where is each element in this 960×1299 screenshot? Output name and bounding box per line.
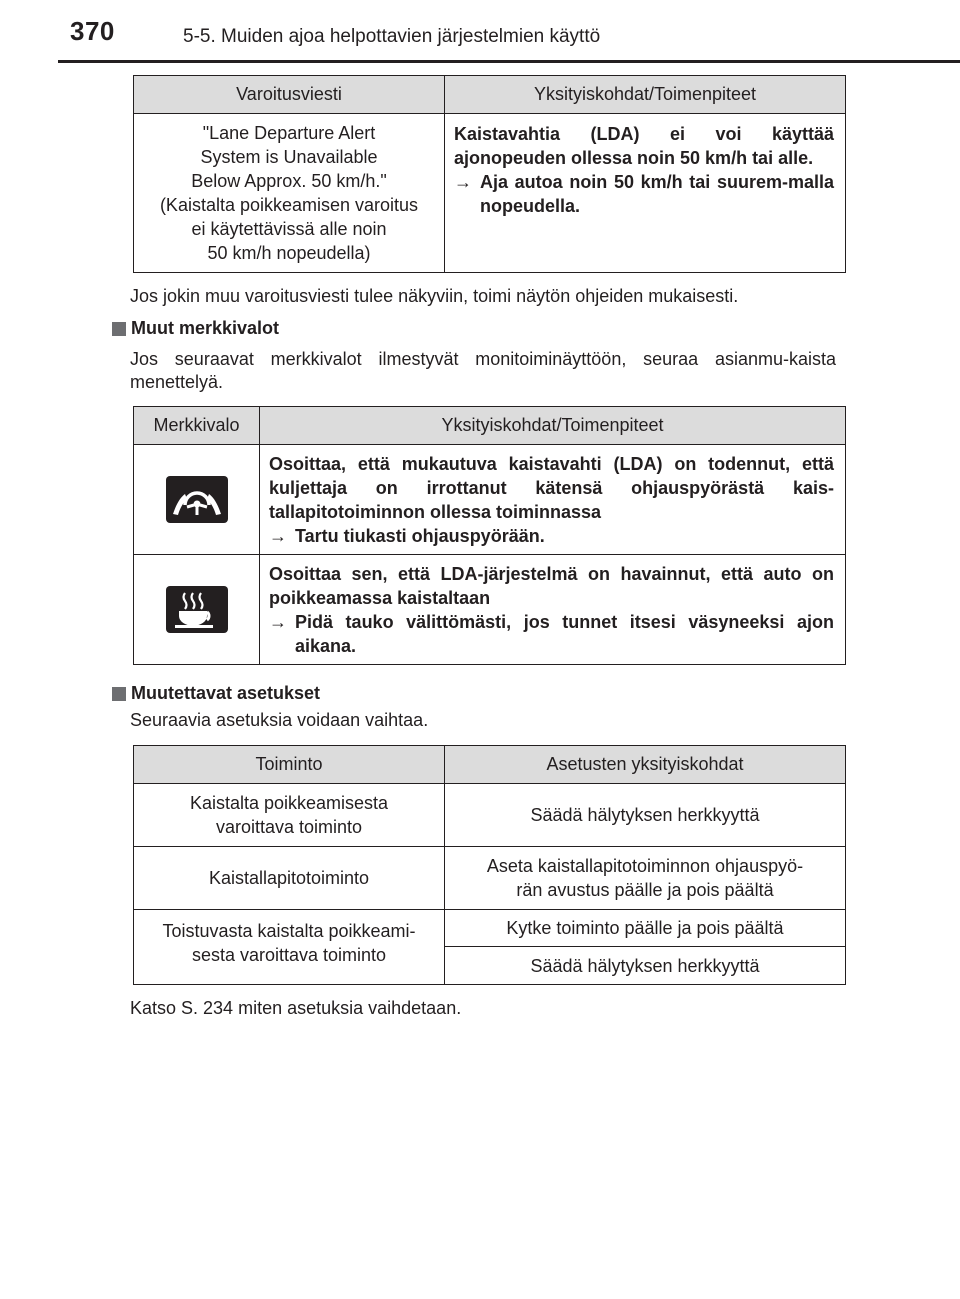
warning-detail-cell: [445, 114, 846, 273]
setting-line: Aseta kaistallapitotoiminnon ohjauspyö-: [486, 856, 804, 876]
indicator-table: [133, 406, 846, 665]
square-bullet-icon: [112, 322, 126, 336]
indicator-icon-cell: [134, 445, 260, 555]
indicator-detail-cell: [260, 445, 846, 555]
action-row: [269, 610, 834, 658]
indicator-icon-cell: [134, 555, 260, 665]
settings-table: [133, 745, 846, 985]
arrow-icon: →: [454, 172, 472, 192]
function-line: sesta varoittava toiminto: [191, 945, 387, 965]
settings-heading: [112, 683, 320, 704]
message-line: 50 km/h nopeudella): [207, 243, 371, 263]
indicator-detail-cell: [260, 555, 846, 665]
other-message-note: Jos jokin muu varoitusviesti tulee näkyviin, toimi näytön ohjeiden mukaisesti.: [130, 286, 739, 306]
message-line: (Kaistalta poikkeamisen varoitus: [159, 195, 419, 215]
function-cell: [134, 784, 445, 847]
message-line: ei käytettävissä alle noin: [191, 219, 387, 239]
table-row: [134, 910, 846, 947]
setting-line: rän avustus päälle ja pois päältä: [516, 880, 774, 900]
setting-detail-cell: Säädä hälytyksen herkkyyttä: [445, 784, 846, 847]
hands-off-steering-wheel-icon: [166, 476, 228, 523]
setting-detail-cell: Kytke toiminto päälle ja pois päältä: [445, 910, 846, 947]
col-header-function: Toiminto: [134, 746, 445, 784]
message-line: "Lane Departure Alert: [202, 123, 376, 143]
action-row: [269, 524, 834, 548]
warning-message-cell: [134, 114, 445, 273]
table-row: [134, 445, 846, 555]
function-cell: [134, 910, 445, 985]
arrow-icon: →: [269, 525, 287, 546]
section-title: 5-5. Muiden ajoa helpottavien järjestelmien käyttö: [183, 26, 601, 47]
warning-detail: Kaistavahtia (LDA) ei voi käyttää ajonopeuden ollessa noin 50 km/h tai alle.: [454, 124, 834, 168]
header-rule: [58, 60, 960, 63]
indicators-heading-text: Muut merkkivalot: [131, 318, 280, 338]
message-line: System is Unavailable: [200, 147, 378, 167]
indicator-action: Pidä tauko välittömästi, jos tunnet itsesi väsyneeksi ajon aikana.: [295, 611, 834, 656]
settings-intro: Seuraavia asetuksia voidaan vaihtaa.: [130, 710, 429, 730]
function-line: Toistuvasta kaistalta poikkeami-: [162, 921, 416, 941]
arrow-icon: →: [269, 611, 287, 632]
col-header-settings: Asetusten yksityiskohdat: [445, 746, 846, 784]
indicator-detail: Osoittaa sen, että LDA-järjestelmä on havainnut, että auto on poikkeamassa kaistaltaan: [269, 563, 834, 608]
page-number: 370: [70, 16, 115, 46]
message-line: Below Approx. 50 km/h.": [191, 171, 387, 191]
indicators-intro: Jos seuraavat merkkivalot ilmestyvät monitoiminäyttöön, seuraa asianmu-kaista menettelyä.: [130, 349, 836, 392]
table-row: [134, 847, 846, 910]
coffee-cup-icon: [166, 586, 228, 633]
indicators-heading: [112, 318, 279, 339]
table-row: [134, 784, 846, 847]
col-header-details: Yksityiskohdat/Toimenpiteet: [445, 76, 846, 114]
table-row: [134, 555, 846, 665]
settings-heading-text: Muutettavat asetukset: [131, 683, 321, 703]
indicator-detail: Osoittaa, että mukautuva kaistavahti (LDA) on todennut, että kuljettaja on irrottanut kätensä ohjauspyörästä kais-tallapitotoiminnon ollessa toiminnassa: [269, 453, 834, 522]
warning-action: Aja autoa noin 50 km/h tai suurem-malla nopeudella.: [480, 172, 834, 216]
col-header-details: Yksityiskohdat/Toimenpiteet: [260, 407, 846, 445]
setting-detail-cell: [445, 847, 846, 910]
setting-detail-cell: Säädä hälytyksen herkkyyttä: [445, 947, 846, 985]
col-header-message: Varoitusviesti: [134, 76, 445, 114]
function-line: varoittava toiminto: [215, 817, 363, 837]
col-header-indicator: Merkkivalo: [134, 407, 260, 445]
settings-footer: Katso S. 234 miten asetuksia vaihdetaan.: [130, 998, 462, 1018]
square-bullet-icon: [112, 687, 126, 701]
function-line: Kaistalta poikkeamisesta: [189, 793, 389, 813]
function-cell: Kaistallapitotoiminto: [134, 847, 445, 910]
warning-message-table: [133, 75, 846, 273]
action-row: [454, 170, 834, 218]
indicator-action: Tartu tiukasti ohjauspyörään.: [295, 525, 545, 546]
